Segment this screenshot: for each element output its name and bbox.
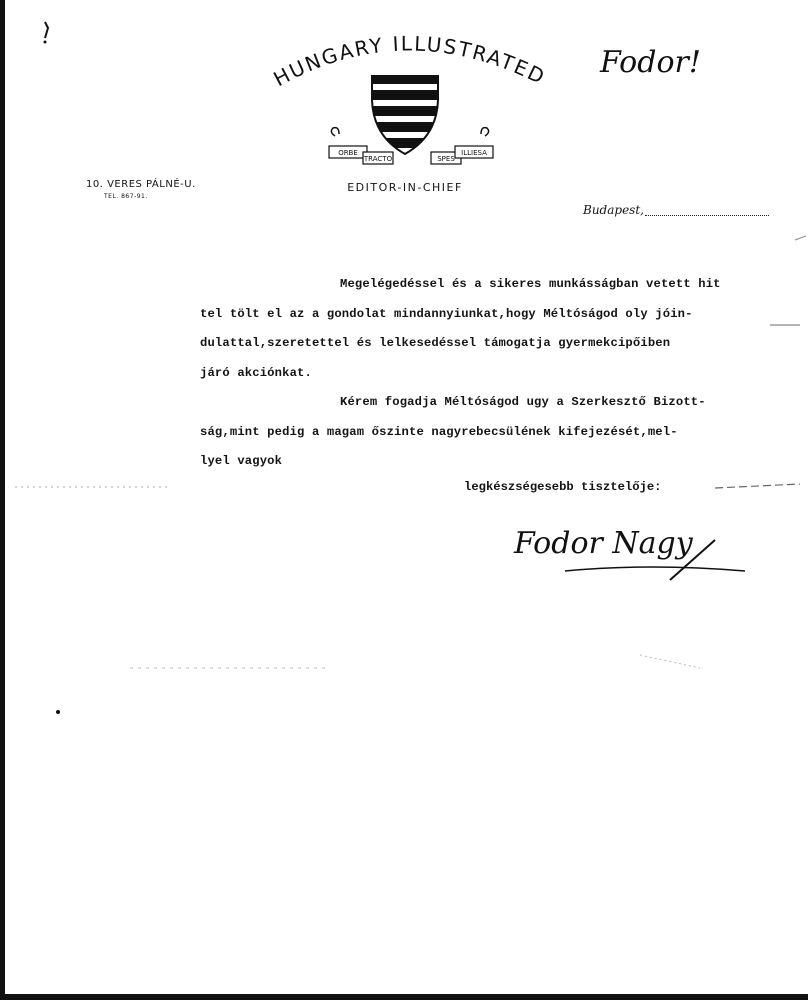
body-line-3: dulattal,szeretettel és lelkesedéssel támogatja gyermekcipőiben bbox=[200, 336, 671, 350]
closing-phrase: legkészségesebb tisztelője: bbox=[464, 480, 662, 494]
office-address: 10. VERES PÁLNÉ-U. bbox=[86, 179, 196, 190]
body-line-2: tel tölt el az a gondolat mindannyiunkat,hogy Méltóságod oly jóin- bbox=[200, 306, 693, 321]
handwritten-note-text: Fodor! bbox=[600, 45, 701, 80]
place-line: Budapest, bbox=[583, 203, 644, 217]
motto-word-3: SPES bbox=[437, 155, 455, 163]
body-line-5: Kérem fogadja Méltóságod ugy a Szerkesztő Bizott- bbox=[340, 395, 706, 409]
body-line-7: lyel vagyok bbox=[200, 454, 283, 468]
motto-word-2: TRACTO bbox=[363, 155, 393, 163]
motto-word-1: ORBE bbox=[338, 149, 358, 157]
body-line-4: járó akciónkat. bbox=[200, 365, 312, 380]
editor-title: EDITOR-IN-CHIEF bbox=[347, 181, 463, 194]
brand-wordmark: HUNGARY ILLUSTRATED bbox=[269, 31, 550, 92]
office-phone: TEL. 867-91. bbox=[104, 193, 148, 200]
motto-word-4: ILLIESA bbox=[461, 149, 487, 157]
signature-text: Fodor Nagy bbox=[514, 526, 693, 561]
body-line-6: ság,mint pedig a magam őszinte nagyrebecsülének kifejezését,mel- bbox=[200, 424, 678, 439]
body-line-1: Megelégedéssel és a sikeres munkásságban vetett hit bbox=[340, 277, 721, 291]
